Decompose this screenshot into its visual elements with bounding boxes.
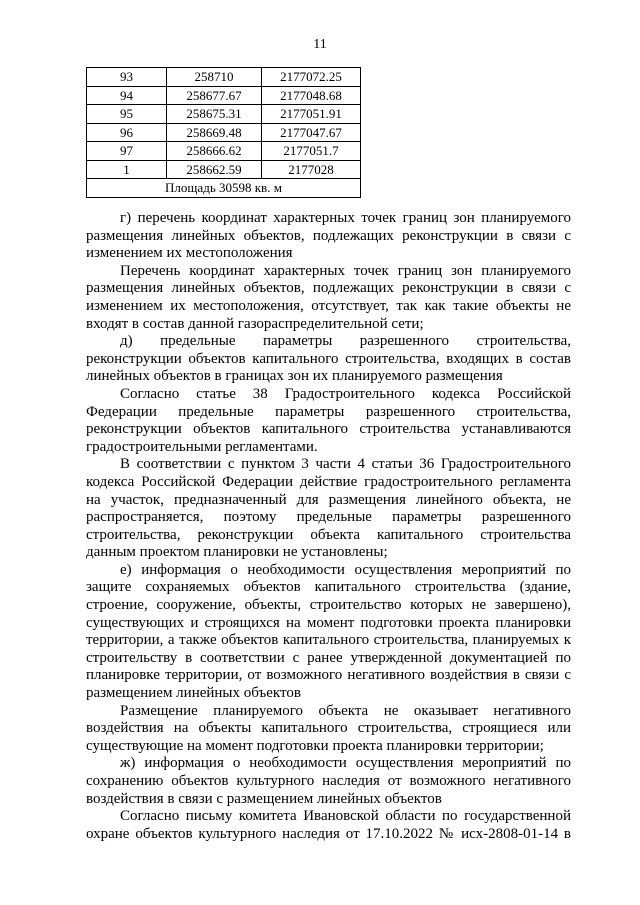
coordinate-y: 2177048.68: [262, 86, 361, 105]
paragraph: Согласно письму комитета Ивановской области по государственной охране объектов культурного наследия от 17.10.2022 № исх-2808-01-14 в: [86, 808, 571, 842]
area-total: Площадь 30598 кв. м: [87, 179, 361, 198]
point-number: 94: [87, 86, 167, 105]
table-row: [87, 142, 361, 161]
section-heading-zh: ж) информация о необходимости осуществления мероприятий по сохранению объектов культурного наследия от возможного негативного воздействия в связи с размещением линейных объектов: [86, 755, 571, 807]
point-number: 93: [87, 68, 167, 87]
section-heading-d: д) предельные параметры разрешенного строительства, реконструкции объектов капитального строительства, входящих в состав линейных объектов в границах зон их планируемого размещения: [86, 333, 571, 385]
section-heading-g: г) перечень координат характерных точек границ зон планируемого размещения линейных объектов, подлежащих реконструкции в связи с изменением их местоположения: [86, 210, 571, 262]
table-row: [87, 123, 361, 142]
document-body: [86, 210, 571, 843]
coordinate-y: 2177051.91: [262, 105, 361, 124]
paragraph: В соответствии с пунктом 3 части 4 статьи 36 Градостроительного кодекса Российской Федерации действие градостроительного регламента на участок, предназначенный для размещения линейного объекта, не распространяется, поэтому предельные параметры разрешенного строительства, реконструкции объекта капитального строительства данным проектом планировки не установлены;: [86, 456, 571, 561]
coordinate-x: 258662.59: [167, 160, 262, 179]
section-heading-e: е) информация о необходимости осуществления мероприятий по защите сохраняемых объектов капитального строительства (здание, строение, сооружение, объекты, строительство которых не завершено), существующих и строящихся на момент подготовки проекта планировки территории, а также объектов капитального строительства, планируемых к строительству в соответствии с ранее утвержденной документацией по планировке территории, от возможного негативного воздействия в связи с размещением линейных объектов: [86, 561, 571, 702]
coordinate-y: 2177051.7: [262, 142, 361, 161]
table-row: [87, 86, 361, 105]
coordinate-x: 258710: [167, 68, 262, 87]
coordinate-x: 258666.62: [167, 142, 262, 161]
point-number: 1: [87, 160, 167, 179]
paragraph: Перечень координат характерных точек границ зон планируемого размещения линейных объектов, подлежащих реконструкции в связи с изменением их местоположения, отсутствует, так как такие объекты не входят в состав данной газораспределительной сети;: [86, 262, 571, 332]
page-number: 11: [313, 37, 327, 52]
coordinates-table: [86, 67, 361, 198]
table-row: [87, 160, 361, 179]
table-row: [87, 68, 361, 87]
paragraph: Размещение планируемого объекта не оказывает негативного воздействия на объекты капитального строительства, строящиеся или существующие на момент подготовки проекта планировки территории;: [86, 702, 571, 754]
coordinate-x: 258669.48: [167, 123, 262, 142]
coordinate-y: 2177028: [262, 160, 361, 179]
coordinate-x: 258675.31: [167, 105, 262, 124]
coordinate-x: 258677.67: [167, 86, 262, 105]
point-number: 95: [87, 105, 167, 124]
table-area-row: [87, 179, 361, 198]
point-number: 96: [87, 123, 167, 142]
coordinate-y: 2177072.25: [262, 68, 361, 87]
coordinate-y: 2177047.67: [262, 123, 361, 142]
table-row: [87, 105, 361, 124]
paragraph: Согласно статье 38 Градостроительного кодекса Российской Федерации предельные параметры разрешенного строительства, реконструкции объектов капитального строительства устанавливаются градостроительными регламентами.: [86, 385, 571, 455]
point-number: 97: [87, 142, 167, 161]
